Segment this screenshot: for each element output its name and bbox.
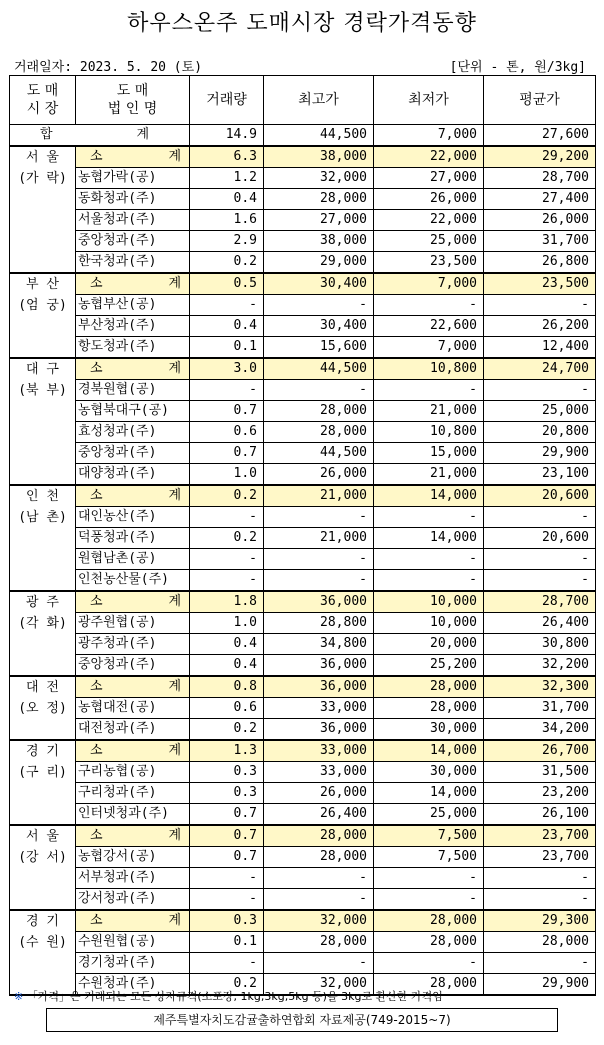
cell-min: 15,000 [374,443,484,464]
cell-avg: 27,400 [484,189,596,210]
cell-min: 30,000 [374,719,484,741]
market-name: 광 주 (각 화) [10,591,76,676]
cell-min: - [374,507,484,528]
table-row [10,252,596,274]
header-corp: 도 매 법 인 명 [76,76,190,125]
cell-avg: 23,200 [484,783,596,804]
subtotal-max: 21,000 [264,485,374,507]
subtotal-volume: 1.8 [190,591,264,613]
subtotal-min: 14,000 [374,740,484,762]
table-header [10,76,596,125]
cell-max: 28,000 [264,401,374,422]
subtotal-min: 7,500 [374,825,484,847]
cell-avg: - [484,507,596,528]
cell-max: 32,000 [264,974,374,996]
cell-min: 26,000 [374,189,484,210]
cell-avg: 31,700 [484,698,596,719]
subtotal-label: 소 계 [76,358,190,380]
subtotal-volume: 0.5 [190,273,264,295]
cell-avg: 26,400 [484,613,596,634]
cell-max: - [264,953,374,974]
cell-max: 33,000 [264,762,374,783]
subtotal-label: 소 계 [76,591,190,613]
table-row [10,380,596,401]
cell-volume: 0.2 [190,528,264,549]
header-market: 도 매 시 장 [10,76,76,125]
cell-avg: - [484,295,596,316]
grand-total-label: 합 계 [10,125,190,147]
grand-total-min: 7,000 [374,125,484,147]
cell-max: 28,000 [264,189,374,210]
market-name: 부 산 (엄 궁) [10,273,76,358]
cell-volume: 0.4 [190,316,264,337]
cell-avg: 28,700 [484,168,596,189]
cell-volume: - [190,570,264,592]
corp-name: 경북원협(공) [76,380,190,401]
corp-name: 덕풍청과(주) [76,528,190,549]
subtotal-avg: 20,600 [484,485,596,507]
subtotal-min: 28,000 [374,676,484,698]
corp-name: 원협남촌(공) [76,549,190,570]
cell-volume: 0.2 [190,719,264,741]
footnote-mark: ※ [14,990,24,1003]
table-row [10,210,596,231]
cell-min: 28,000 [374,932,484,953]
cell-avg: 26,800 [484,252,596,274]
subtotal-label: 소 계 [76,740,190,762]
cell-volume: 0.4 [190,189,264,210]
subtotal-volume: 1.3 [190,740,264,762]
cell-volume: 1.0 [190,464,264,486]
cell-max: - [264,295,374,316]
cell-avg: 28,000 [484,932,596,953]
cell-max: 26,400 [264,804,374,826]
header-max: 최고가 [264,76,374,125]
table-row [10,762,596,783]
subtotal-row [10,740,596,762]
table-row [10,953,596,974]
cell-avg: 23,700 [484,847,596,868]
corp-name: 수원청과(주) [76,974,190,996]
cell-max: 32,000 [264,168,374,189]
corp-name: 강서청과(주) [76,889,190,911]
cell-avg: 25,000 [484,401,596,422]
subtotal-volume: 3.0 [190,358,264,380]
subtotal-max: 28,000 [264,825,374,847]
cell-max: 29,000 [264,252,374,274]
cell-max: 30,400 [264,316,374,337]
subtotal-label: 소 계 [76,273,190,295]
subtotal-label: 소 계 [76,146,190,168]
header-min: 최저가 [374,76,484,125]
cell-max: 44,500 [264,443,374,464]
cell-min: 28,000 [374,974,484,996]
cell-volume: 0.7 [190,804,264,826]
table-row [10,528,596,549]
cell-max: 15,600 [264,337,374,359]
cell-avg: 26,100 [484,804,596,826]
subtotal-volume: 0.2 [190,485,264,507]
cell-avg: - [484,889,596,911]
cell-avg: 20,600 [484,528,596,549]
subtotal-max: 36,000 [264,676,374,698]
cell-min: - [374,380,484,401]
cell-avg: 31,500 [484,762,596,783]
cell-volume: - [190,549,264,570]
cell-min: 30,000 [374,762,484,783]
grand-total-volume: 14.9 [190,125,264,147]
corp-name: 효성청과(주) [76,422,190,443]
subtotal-min: 10,800 [374,358,484,380]
cell-max: - [264,889,374,911]
table-row [10,847,596,868]
cell-min: 25,000 [374,804,484,826]
cell-volume: 0.1 [190,337,264,359]
source-credit: 제주특별자치도감귤출하연합회 자료제공(749-2015~7) [46,1008,558,1032]
corp-name: 중앙청과(주) [76,231,190,252]
table-row [10,868,596,889]
cell-min: 7,000 [374,337,484,359]
subtotal-row [10,591,596,613]
subtotal-label: 소 계 [76,825,190,847]
table-row [10,698,596,719]
cell-avg: 23,100 [484,464,596,486]
cell-min: - [374,549,484,570]
trade-date: 거래일자: 2023. 5. 20 (토) [14,60,203,75]
cell-min: 21,000 [374,401,484,422]
cell-avg: - [484,953,596,974]
subtotal-max: 44,500 [264,358,374,380]
table-row [10,464,596,486]
cell-avg: 12,400 [484,337,596,359]
corp-name: 농협강서(공) [76,847,190,868]
cell-avg: 34,200 [484,719,596,741]
cell-min: 7,500 [374,847,484,868]
price-table [9,75,596,996]
grand-total-avg: 27,600 [484,125,596,147]
corp-name: 구리농협(공) [76,762,190,783]
cell-volume: - [190,868,264,889]
cell-max: 27,000 [264,210,374,231]
subtotal-max: 30,400 [264,273,374,295]
cell-max: - [264,549,374,570]
cell-volume: 0.1 [190,932,264,953]
cell-avg: 30,800 [484,634,596,655]
cell-max: 21,000 [264,528,374,549]
page-title: 하우스온주 도매시장 경락가격동향 [127,11,477,36]
grand-total-row [10,125,596,147]
subtotal-label: 소 계 [76,485,190,507]
cell-min: 28,000 [374,698,484,719]
cell-min: 25,000 [374,231,484,252]
unit-label: [단위 - 톤, 원/3kg] [449,60,586,75]
subtotal-max: 38,000 [264,146,374,168]
cell-max: 36,000 [264,655,374,677]
footnote [14,988,443,1004]
corp-name: 중앙청과(주) [76,655,190,677]
subtotal-max: 36,000 [264,591,374,613]
subtotal-volume: 0.8 [190,676,264,698]
market-name: 대 전 (오 정) [10,676,76,740]
cell-avg: - [484,549,596,570]
subtotal-volume: 0.3 [190,910,264,932]
corp-name: 서부청과(주) [76,868,190,889]
corp-name: 수원원협(공) [76,932,190,953]
cell-max: 28,000 [264,422,374,443]
cell-min: 25,200 [374,655,484,677]
subtotal-row [10,146,596,168]
subtotal-min: 7,000 [374,273,484,295]
cell-avg: 29,900 [484,443,596,464]
table-row [10,783,596,804]
cell-max: - [264,570,374,592]
cell-min: - [374,868,484,889]
corp-name: 서울청과(주) [76,210,190,231]
corp-name: 한국청과(주) [76,252,190,274]
corp-name: 농협부산(공) [76,295,190,316]
table-row [10,804,596,826]
cell-min: - [374,295,484,316]
corp-name: 동화청과(주) [76,189,190,210]
corp-name: 농협대전(공) [76,698,190,719]
cell-volume: - [190,953,264,974]
table-row [10,422,596,443]
cell-max: 28,000 [264,932,374,953]
corp-name: 대전청과(주) [76,719,190,741]
cell-min: - [374,570,484,592]
corp-name: 농협북대구(공) [76,401,190,422]
cell-min: 14,000 [374,783,484,804]
cell-volume: 0.4 [190,634,264,655]
market-name: 경 기 (구 리) [10,740,76,825]
market-name: 서 울 (가 락) [10,146,76,273]
cell-max: 33,000 [264,698,374,719]
subtotal-min: 22,000 [374,146,484,168]
cell-min: 27,000 [374,168,484,189]
corp-name: 인천농산물(주) [76,570,190,592]
cell-avg: 20,800 [484,422,596,443]
market-name: 대 구 (북 부) [10,358,76,485]
subtotal-avg: 32,300 [484,676,596,698]
table-row [10,655,596,677]
cell-volume: - [190,380,264,401]
cell-avg: 26,000 [484,210,596,231]
market-name: 서 울 (강 서) [10,825,76,910]
cell-volume: 0.2 [190,252,264,274]
market-name: 인 천 (남 촌) [10,485,76,591]
market-name: 경 기 (수 원) [10,910,76,995]
subtotal-volume: 6.3 [190,146,264,168]
table-row [10,231,596,252]
subtotal-max: 33,000 [264,740,374,762]
table-row [10,570,596,592]
subtotal-min: 28,000 [374,910,484,932]
cell-min: - [374,889,484,911]
cell-min: 22,600 [374,316,484,337]
corp-name: 광주원협(공) [76,613,190,634]
subtotal-min: 10,000 [374,591,484,613]
table-row [10,889,596,911]
table-row [10,168,596,189]
cell-volume: - [190,889,264,911]
cell-volume: 0.2 [190,974,264,996]
subtotal-avg: 26,700 [484,740,596,762]
cell-max: 34,800 [264,634,374,655]
cell-max: - [264,868,374,889]
corp-name: 항도청과(주) [76,337,190,359]
footnote-text: 「가격」은 거래되는 모든 상자규격(소포장, 1kg,3kg,5kg 등)을 3kg로 환산한 가격임 [26,990,443,1003]
cell-avg: - [484,380,596,401]
subtotal-min: 14,000 [374,485,484,507]
table-row [10,507,596,528]
subtotal-avg: 24,700 [484,358,596,380]
subtotal-row [10,676,596,698]
cell-max: - [264,507,374,528]
cell-max: 28,000 [264,847,374,868]
cell-volume: 1.0 [190,613,264,634]
subtotal-row [10,358,596,380]
corp-name: 부산청과(주) [76,316,190,337]
cell-avg: - [484,570,596,592]
subtotal-row [10,273,596,295]
cell-min: 10,800 [374,422,484,443]
cell-min: 14,000 [374,528,484,549]
cell-min: 23,500 [374,252,484,274]
table-row [10,613,596,634]
cell-avg: 32,200 [484,655,596,677]
cell-min: - [374,953,484,974]
cell-max: 26,000 [264,464,374,486]
table-row [10,295,596,316]
subtotal-avg: 29,200 [484,146,596,168]
cell-volume: 1.6 [190,210,264,231]
cell-volume: 0.7 [190,443,264,464]
table-row [10,189,596,210]
cell-avg: 26,200 [484,316,596,337]
cell-min: 10,000 [374,613,484,634]
corp-name: 인터넷청과(주) [76,804,190,826]
cell-volume: 0.3 [190,762,264,783]
cell-max: - [264,380,374,401]
cell-volume: 1.2 [190,168,264,189]
cell-volume: 0.4 [190,655,264,677]
cell-min: 22,000 [374,210,484,231]
cell-volume: 0.6 [190,422,264,443]
cell-min: 21,000 [374,464,484,486]
subtotal-label: 소 계 [76,676,190,698]
cell-volume: 2.9 [190,231,264,252]
cell-avg: 29,900 [484,974,596,996]
corp-name: 광주청과(주) [76,634,190,655]
cell-min: 20,000 [374,634,484,655]
subtotal-avg: 23,700 [484,825,596,847]
header-volume: 거래량 [190,76,264,125]
subtotal-max: 32,000 [264,910,374,932]
corp-name: 구리청과(주) [76,783,190,804]
subtotal-avg: 29,300 [484,910,596,932]
table-row [10,316,596,337]
cell-volume: 0.7 [190,847,264,868]
subtotal-row [10,825,596,847]
corp-name: 중앙청과(주) [76,443,190,464]
cell-volume: 0.7 [190,401,264,422]
subtotal-volume: 0.7 [190,825,264,847]
grand-total-max: 44,500 [264,125,374,147]
table-row [10,401,596,422]
subtotal-label: 소 계 [76,910,190,932]
cell-max: 26,000 [264,783,374,804]
subtotal-avg: 28,700 [484,591,596,613]
table-row [10,443,596,464]
table-row [10,932,596,953]
table-row [10,719,596,741]
cell-volume: - [190,507,264,528]
subtotal-row [10,485,596,507]
table-row [10,634,596,655]
cell-avg: - [484,868,596,889]
corp-name: 대양청과(주) [76,464,190,486]
subtotal-avg: 23,500 [484,273,596,295]
cell-volume: 0.6 [190,698,264,719]
corp-name: 대인농산(주) [76,507,190,528]
cell-max: 36,000 [264,719,374,741]
cell-avg: 31,700 [484,231,596,252]
table-row [10,549,596,570]
cell-max: 28,800 [264,613,374,634]
header-avg: 평균가 [484,76,596,125]
corp-name: 경기청과(주) [76,953,190,974]
subtotal-row [10,910,596,932]
cell-volume: 0.3 [190,783,264,804]
cell-max: 38,000 [264,231,374,252]
cell-volume: - [190,295,264,316]
corp-name: 농협가락(공) [76,168,190,189]
table-row [10,337,596,359]
